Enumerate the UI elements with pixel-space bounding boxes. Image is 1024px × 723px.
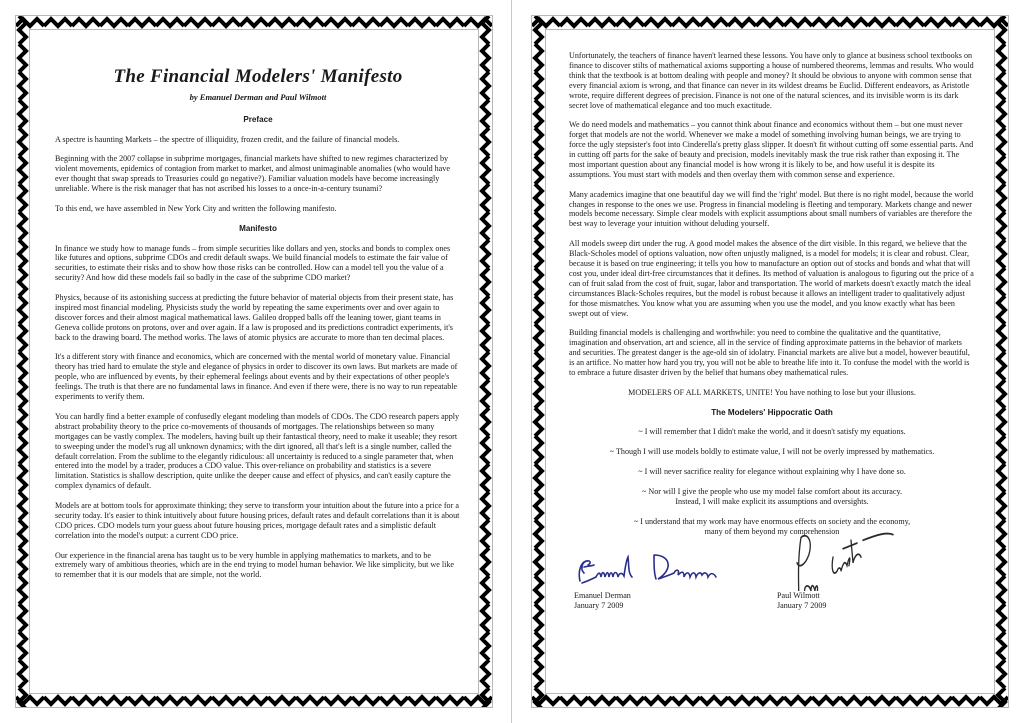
zigzag-border-top (16, 16, 492, 29)
manifesto-paragraph: Models are at bottom tools for approximate thinking; they serve to transform your intuition about the future into a price for a security today. It's easier to think intuitively about future housing prices, default rates and default correlations than it is about CDO prices. CDO models turn your guess about future housing prices, mortgage default rates and a simplistic default correlation into the model's output: a current CDO price. (55, 501, 460, 540)
body-paragraph: We do need models and mathematics – you cannot think about finance and economics without them – but one must never forget that models are not the world. Whenever we make a model of something involving human beings, we are trying to force the ugly stepsister's foot into Cinderella's pretty glass slipper. It doesn't fit without cutting off some essential parts. And in cutting off parts for the sake of beauty and precision, models inevitably mask the true risk rather than exposing it. The most important question about any financial model is how wrong it is likely to be, and how useful it is despite its assumptions. You must start with models and then overlay them with common sense and experience. (569, 120, 974, 179)
zigzag-border-right (995, 16, 1008, 707)
oath-item: ~ I will never sacrifice reality for elegance without explaining why I have done so. (638, 467, 906, 477)
manifesto-heading: Manifesto (239, 223, 277, 233)
signature-block (569, 547, 975, 617)
page-divider (511, 0, 512, 723)
page-2 (531, 15, 1009, 708)
body-paragraph: Many academics imagine that one beautiful day we will find the 'right' model. But there is no right model, because the world changes in response to the ones we use. Progress in financial modeling is fleeting and temporary. Markets change and newer models become necessary. Simple clear models with explicit assumptions about small numbers of variables are therefore the best way to leverage your intuition without deluding yourself. (569, 189, 974, 229)
oath-item: ~ Nor will I give the people who use my model false comfort about its accuracy. Instead, I will make explicit its assumptions and oversights. (641, 487, 903, 506)
zigzag-border-bottom (532, 694, 1008, 707)
zigzag-border-left (532, 16, 545, 707)
signatory-date: January 7 2009 (777, 600, 827, 610)
page-1-content (55, 50, 461, 590)
signature-derman (574, 547, 774, 611)
body-paragraph: Building financial models is challenging and worthwhile: you need to combine the qualitative and the quantitative, imagination and observation, art and science, all in the service of finding approximate patterns in the behavior of markets and securities. The greatest danger is the age-old sin of idolatry. Financial markets are alive but a model, however beautiful, is an artifice. No matter how hard you try, you will not be able to breathe life into it. To confuse the model with the world is to embrace a future disaster driven by the belief that humans obey mathematical rules. (569, 328, 970, 377)
document-title: The Financial Modelers' Manifesto (113, 66, 403, 87)
preface-paragraph: Beginning with the 2007 collapse in subprime mortgages, financial markets have shifted to new regimes characterized by violent movements, epidemics of contagion from market to market, and almost unimaginable anomalies (who would have ever thought that swap spreads to Treasuries could go negative?). Familiar valuation models have become increasingly unreliable. Where is the risk manager that has not ascribed his losses to a once-in-a-century tsunami? (55, 154, 450, 194)
preface-paragraph: To this end, we have assembled in New York City and written the following manifesto. (55, 203, 337, 213)
zigzag-border-right (479, 16, 492, 707)
signature-wilmott (777, 547, 917, 611)
manifesto-paragraph: Our experience in the financial arena has taught us to be very humble in applying mathematics to markets, and to be extremely wary of ambitious theories, which are in the end trying to model human behavior. We like simplicity, but we like to remember that it is our models that are simple, not the world. (55, 550, 454, 580)
oath-item: ~ I will remember that I didn't make the world, and it doesn't satisfy my equations. (638, 427, 906, 437)
manifesto-paragraph: Physics, because of its astonishing success at predicting the future behavior of material objects from their present state, has inspired most financial modeling. Physicists study the world by repeating the same experiments over and over again to discover forces and their almost magical mathematical laws. Galileo dropped balls off the leaning tower, giant teams in Geneva collide protons on protons, over and over again. If a law is proposed and its predictions contradict experiments, it's back to the drawing board. The method works. The laws of atomic physics are accurate to more than ten decimal places. (55, 293, 454, 342)
signatory-name: Emanuel Derman (574, 590, 631, 600)
signatory-name: Paul Wilmott (777, 590, 820, 600)
oath-item: ~ Though I will use models boldly to estimate value, I will not be overly impressed by mathematics. (609, 447, 935, 457)
manifesto-paragraph: You can hardly find a better example of confusedly elegant modeling than models of CDOs. The CDO research papers apply abstract probability theory to the price co-movements of thousands of mortgages. The relationships between so many mortgages can be vastly complex. The modelers, having built up their fantastical theory, need to make it useable; they resort to sweeping under the model's rug all unknown dynamics; with the dirt ignored, all that's left is a single number, called the default correlation. From the sublime to the elegantly ridiculous: all uncertainty is reduced to a single parameter that, when entered into the model by a trader, produces a CDO value. This over-reliance on probability and statistics is a severe limitation. Statistics is shallow description, quite unlike the deeper cause and effect of physics, and can't easily capture the complex dynamics of default. (55, 411, 460, 491)
zigzag-border-top (532, 16, 1008, 29)
oath-item: ~ I understand that my work may have enormous effects on society and the economy, many of them beyond my comprehension (633, 516, 911, 536)
body-paragraph: All models sweep dirt under the rug. A good model makes the absence of the dirt visible. In this regard, we believe that the Black-Scholes model of options valuation, now often unjustly maligned, is a model for models; it is clear and robust. Clear, because it is based on true engineering; it tells you how to manufacture an option out of stocks and bonds and what that will cost you, under ideal dirt-free circumstances that it defines. Its method of valuation is analogous to figuring out the price of a can of fruit salad from the cost of fruit, sugar, labor and transportation. The world of markets doesn't exactly match the ideal circumstances Black-Scholes requires, but the model is robust because it allows an intelligent trader to qualitatively adjust for those mismatches. You know what you are assuming when you use the model, and you know exactly what has been swept out of view. (569, 239, 974, 318)
document-byline: by Emanuel Derman and Paul Wilmott (189, 91, 327, 102)
zigzag-border-left (16, 16, 29, 707)
zigzag-border-bottom (16, 694, 492, 707)
rallying-cry: MODELERS OF ALL MARKETS, UNITE! You have nothing to lose but your illusions. (628, 387, 916, 397)
signatory-date: January 7 2009 (574, 600, 624, 610)
manifesto-paragraph: In finance we study how to manage funds – from simple securities like dollars and yen, stocks and bonds to complex ones like futures and options, subprime CDOs and credit default swaps. We build financial models to estimate the fair value of securities, to estimate their risks and to show how those risks can be controlled. How can a model tell you the value of a security? And how did these models fail so badly in the case of the subprime CDO market? (55, 243, 451, 283)
oath-list (569, 427, 975, 536)
handwritten-signature-wilmott-icon (777, 529, 917, 591)
preface-paragraph: A spectre is haunting Markets – the spectre of illiquidity, frozen credit, and the failure of financial models. (55, 134, 400, 144)
body-paragraph: Unfortunately, the teachers of finance haven't learned these lessons. You have only to glance at business school textbooks on finance to discover stilts of mathematical axioms supporting a house of numbered theorems, lemmas and results. Who would think that the textbook is at bottom dealing with people and money? It should be obvious to anyone with common sense that every financial axiom is wrong, and that finance can never in its wildest dreams be Euclid. Different endeavors, as Aristotle wrote, require different degrees of precision. Finance is not one of the natural sciences, and its invisible worm is its dark secret love of mathematical elegance and too much exactitude. (569, 51, 974, 110)
oath-heading: The Modelers' Hippocratic Oath (711, 407, 833, 417)
manifesto-paragraph: It's a different story with finance and economics, which are concerned with the mental world of monetary value. Financial theory has tried hard to emulate the style and elegance of physics in order to discover its own laws. But markets are made of people, who are influenced by events, by their ephemeral feelings about events and by their expectations of other people's feelings. The truth is that there are no fundamental laws in finance. And even if there were, there is no way to run repeatable experiments to verify them. (55, 352, 458, 402)
page-2-content (569, 51, 975, 617)
page-1 (15, 15, 493, 708)
handwritten-signature-derman-icon (574, 547, 774, 591)
preface-heading: Preface (243, 114, 273, 124)
